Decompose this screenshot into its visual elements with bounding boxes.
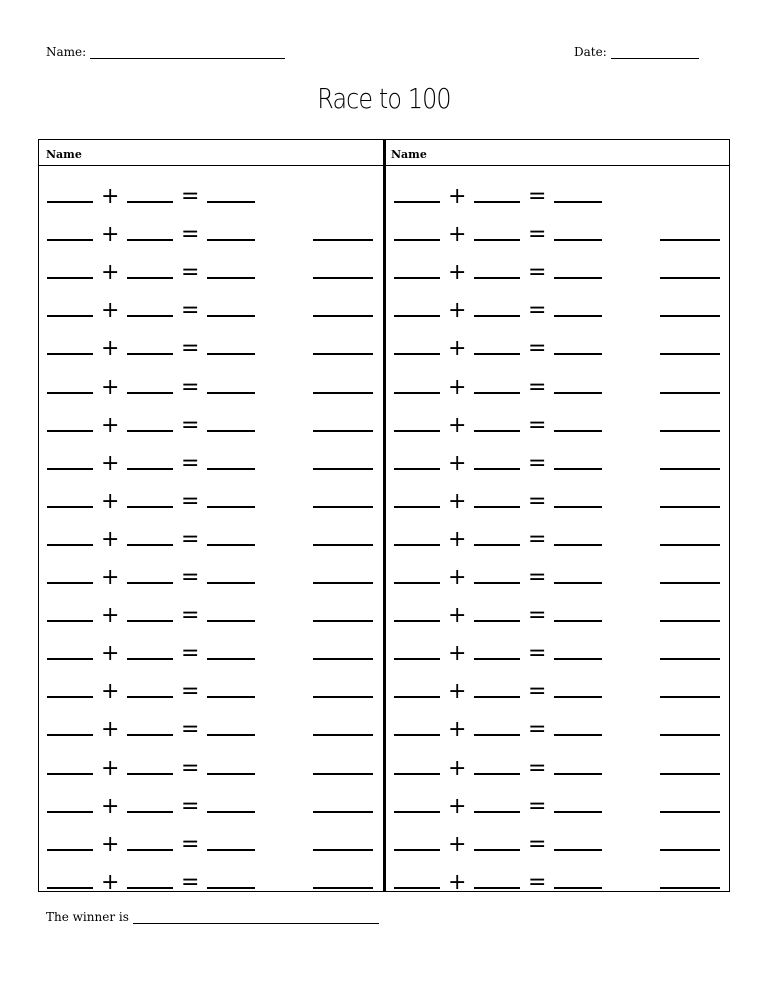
- equals-sign: =: [528, 755, 547, 781]
- equation-row: [386, 279, 731, 324]
- equals-sign: =: [181, 222, 200, 248]
- plus-sign: +: [101, 184, 120, 209]
- equation-row: [386, 508, 731, 552]
- player-column-left: [39, 140, 384, 895]
- equals-sign: =: [528, 450, 547, 476]
- student-name-field: [46, 45, 285, 59]
- equals-sign: =: [181, 526, 200, 552]
- player-column-right: [386, 140, 731, 895]
- equation-row: [386, 775, 731, 819]
- plus-sign: +: [101, 679, 120, 705]
- equation-row: [386, 584, 731, 629]
- equals-sign: =: [528, 412, 547, 438]
- plus-sign: +: [101, 717, 120, 743]
- equation-row: [39, 622, 384, 667]
- equals-sign: =: [528, 222, 547, 248]
- equation-row: [39, 775, 384, 819]
- plus-sign: +: [101, 755, 120, 781]
- equals-sign: =: [528, 298, 547, 324]
- name-blank-line[interactable]: [90, 45, 285, 59]
- equation-row: [39, 508, 384, 552]
- plus-sign: +: [101, 488, 120, 514]
- equals-sign: =: [181, 412, 200, 438]
- plus-sign: +: [101, 298, 120, 324]
- plus-sign: +: [101, 260, 120, 286]
- equals-sign: =: [181, 755, 200, 781]
- plus-sign: +: [448, 679, 467, 705]
- plus-sign: +: [101, 869, 120, 895]
- equation-row: [386, 737, 731, 781]
- plus-sign: +: [101, 412, 120, 438]
- plus-sign: +: [101, 222, 120, 248]
- equals-sign: =: [528, 869, 547, 895]
- race-table: [38, 139, 730, 895]
- equals-sign: =: [181, 603, 200, 629]
- equation-row: [386, 432, 731, 476]
- equals-sign: =: [528, 488, 547, 514]
- plus-sign: +: [448, 603, 467, 629]
- column-header-name: Name: [46, 148, 82, 161]
- equals-sign: =: [181, 374, 200, 400]
- equation-row: [39, 546, 384, 590]
- equation-row: [386, 622, 731, 667]
- equals-sign: =: [181, 488, 200, 514]
- plus-sign: +: [448, 755, 467, 781]
- equals-sign: =: [528, 717, 547, 743]
- addend-1-blank[interactable]: [47, 887, 93, 889]
- date-blank-line[interactable]: [611, 45, 699, 59]
- equals-sign: =: [528, 603, 547, 629]
- addend-2-blank[interactable]: [474, 887, 520, 889]
- equals-sign: =: [181, 260, 200, 286]
- equals-sign: =: [181, 717, 200, 743]
- plus-sign: +: [448, 717, 467, 743]
- date-label: Date:: [574, 45, 607, 59]
- equals-sign: =: [181, 298, 200, 324]
- plus-sign: +: [448, 831, 467, 857]
- plus-sign: +: [448, 565, 467, 590]
- winner-blank-line[interactable]: [133, 910, 379, 924]
- sum-blank[interactable]: [554, 887, 602, 889]
- equation-row: [386, 317, 731, 362]
- equation-row: [386, 698, 731, 743]
- plus-sign: +: [101, 831, 120, 857]
- plus-sign: +: [101, 336, 120, 362]
- equals-sign: =: [528, 641, 547, 667]
- winner-field: [46, 910, 379, 924]
- equation-row: [39, 737, 384, 781]
- plus-sign: +: [101, 641, 120, 667]
- equals-sign: =: [528, 374, 547, 400]
- plus-sign: +: [448, 184, 467, 209]
- equation-row: [386, 546, 731, 590]
- equation-row: [386, 394, 731, 438]
- equals-sign: =: [181, 679, 200, 705]
- equals-sign: =: [528, 184, 547, 209]
- plus-sign: +: [101, 565, 120, 590]
- plus-sign: +: [448, 641, 467, 667]
- plus-sign: +: [101, 793, 120, 819]
- equation-row: [39, 813, 384, 857]
- equation-row: [39, 394, 384, 438]
- equation-row: [39, 203, 384, 248]
- plus-sign: +: [101, 526, 120, 552]
- plus-sign: +: [101, 374, 120, 400]
- equation-row: [39, 356, 384, 400]
- plus-sign: +: [448, 222, 467, 248]
- plus-sign: +: [101, 450, 120, 476]
- plus-sign: +: [448, 488, 467, 514]
- equals-sign: =: [181, 869, 200, 895]
- plus-sign: +: [448, 526, 467, 552]
- addend-1-blank[interactable]: [394, 887, 440, 889]
- equals-sign: =: [528, 260, 547, 286]
- equation-row: [386, 203, 731, 248]
- equation-row: [39, 660, 384, 705]
- equals-sign: =: [528, 679, 547, 705]
- equation-row: [386, 851, 731, 895]
- equation-row: [386, 241, 731, 286]
- equals-sign: =: [181, 831, 200, 857]
- equation-row: [39, 470, 384, 514]
- name-label: Name:: [46, 45, 87, 59]
- equation-row: [386, 165, 731, 209]
- equals-sign: =: [181, 793, 200, 819]
- equation-row: [39, 851, 384, 895]
- date-field: [574, 45, 699, 59]
- equals-sign: =: [181, 641, 200, 667]
- running-total-blank[interactable]: [313, 887, 373, 889]
- equals-sign: =: [528, 336, 547, 362]
- plus-sign: +: [448, 450, 467, 476]
- equation-row: [386, 470, 731, 514]
- equation-row: [386, 813, 731, 857]
- equation-row: [39, 432, 384, 476]
- equation-row: [39, 317, 384, 362]
- plus-sign: +: [448, 336, 467, 362]
- equals-sign: =: [181, 450, 200, 476]
- sum-blank[interactable]: [207, 887, 255, 889]
- plus-sign: +: [448, 298, 467, 324]
- plus-sign: +: [101, 603, 120, 629]
- equals-sign: =: [181, 565, 200, 590]
- equals-sign: =: [181, 336, 200, 362]
- equation-row: [39, 165, 384, 209]
- addend-2-blank[interactable]: [127, 887, 173, 889]
- equals-sign: =: [528, 831, 547, 857]
- equation-row: [386, 660, 731, 705]
- equation-row: [39, 698, 384, 743]
- winner-label: The winner is: [46, 910, 129, 924]
- running-total-blank[interactable]: [660, 887, 720, 889]
- plus-sign: +: [448, 869, 467, 895]
- equation-row: [39, 584, 384, 629]
- plus-sign: +: [448, 374, 467, 400]
- equals-sign: =: [528, 793, 547, 819]
- equals-sign: =: [181, 184, 200, 209]
- page-title: Race to 100: [317, 82, 451, 115]
- equals-sign: =: [528, 526, 547, 552]
- plus-sign: +: [448, 412, 467, 438]
- plus-sign: +: [448, 793, 467, 819]
- column-header-name: Name: [391, 148, 427, 161]
- equals-sign: =: [528, 565, 547, 590]
- equation-row: [386, 356, 731, 400]
- plus-sign: +: [448, 260, 467, 286]
- equation-row: [39, 241, 384, 286]
- equation-row: [39, 279, 384, 324]
